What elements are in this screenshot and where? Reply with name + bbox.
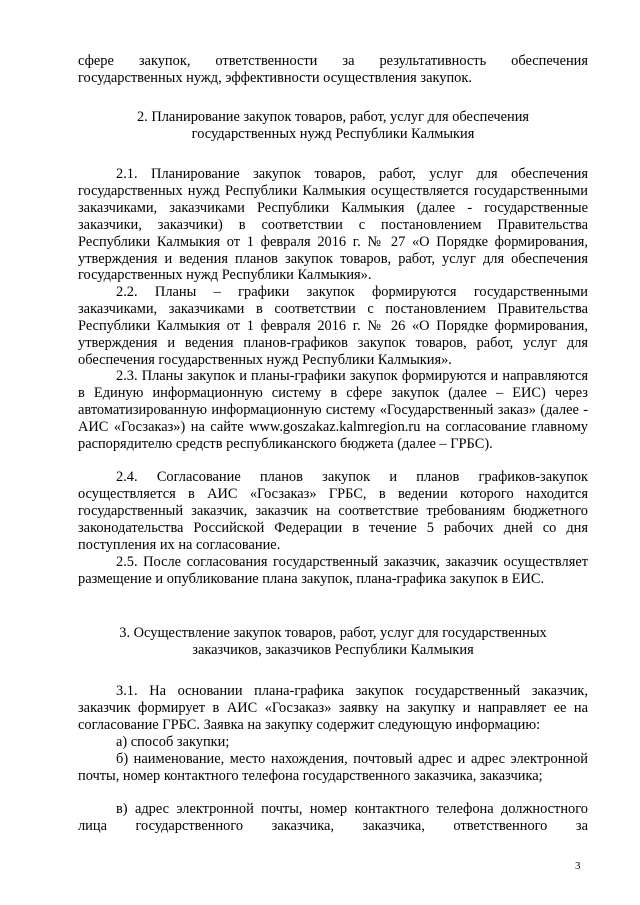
paragraph-2-4: 2.4. Согласование планов закупок и планов графиков-закупок осуществляется в АИС «Госзаказ» ГРБС, в ведении которого находится государственный заказчик, заказчик на соответствие требованиям бюджетного законодательства Российской Федерации в течение 5 рабочих дней со дня поступления их на согласование. <box>78 469 588 553</box>
list-item-v: в) адрес электронной почты, номер контактного телефона должностного лица государственного заказчика, заказчика, ответственного за <box>78 801 588 834</box>
paragraph-2-1: 2.1. Планирование закупок товаров, работ, услуг для обеспечения государственных нужд Республики Калмыкия осуществляется государственными заказчиками, заказчиками Республики Калмыкия (далее - государственные заказчики, заказчики) в соответствии с постановлением Правительства Республики Калмыкия от 1 февраля 2016 г. № 27 «О Порядке формирования, утверждения и ведения планов закупок товаров, работ, услуг для обеспечения государственных нужд Республики Калмыкия». <box>78 166 588 284</box>
section-3-heading-line-2: заказчиков, заказчиков Республики Калмыкия <box>192 642 474 658</box>
paragraph-2-5: 2.5. После согласования государственный заказчик, заказчик осуществляет размещение и опубликование плана закупок, плана-графика закупок в ЕИС. <box>78 554 588 587</box>
paragraph-2-3: 2.3. Планы закупок и планы-графики закупок формируются и направляются в Единую информационную систему в сфере закупок (далее – ЕИС) через автоматизированную информационную систему «Государственный заказ» (далее - АИС «Госзаказ») на сайте www.goszakaz.kalmregion.ru на согласование главному распорядителю средств республиканского бюджета (далее – ГРБС). <box>78 368 588 452</box>
section-3-heading-line-1: 3. Осуществление закупок товаров, работ, услуг для государственных <box>119 625 547 641</box>
intro-paragraph: сфере закупок, ответственности за результативность обеспечения государственных нужд, эффективности осуществления закупок. <box>78 53 588 86</box>
section-2-heading-line-1: 2. Планирование закупок товаров, работ, услуг для обеспечения <box>136 109 530 125</box>
page-number: 3 <box>575 860 581 872</box>
paragraph-2-2: 2.2. Планы – графики закупок формируются государственными заказчиками, заказчиками в соответствии с постановлением Правительства Республики Калмыкия от 1 февраля 2016 г. № 26 «О Порядке формирования, утверждения и ведения планов-графиков закупок товаров, работ, услуг для обеспечения государственных нужд Республики Калмыкия». <box>78 284 588 368</box>
section-2-heading-line-2: государственных нужд Республики Калмыкия <box>191 126 475 142</box>
list-item-b: б) наименование, место нахождения, почтовый адрес и адрес электронной почты, номер контактного телефона государственного заказчика, заказчика; <box>78 751 588 784</box>
list-item-a: а) способ закупки; <box>116 734 230 750</box>
paragraph-3-1: 3.1. На основании плана-графика закупок государственный заказчик, заказчик формирует в АИС «Госзаказ» заявку на закупку и направляет ее на согласование ГРБС. Заявка на закупку содержит следующую информацию: <box>78 683 588 733</box>
